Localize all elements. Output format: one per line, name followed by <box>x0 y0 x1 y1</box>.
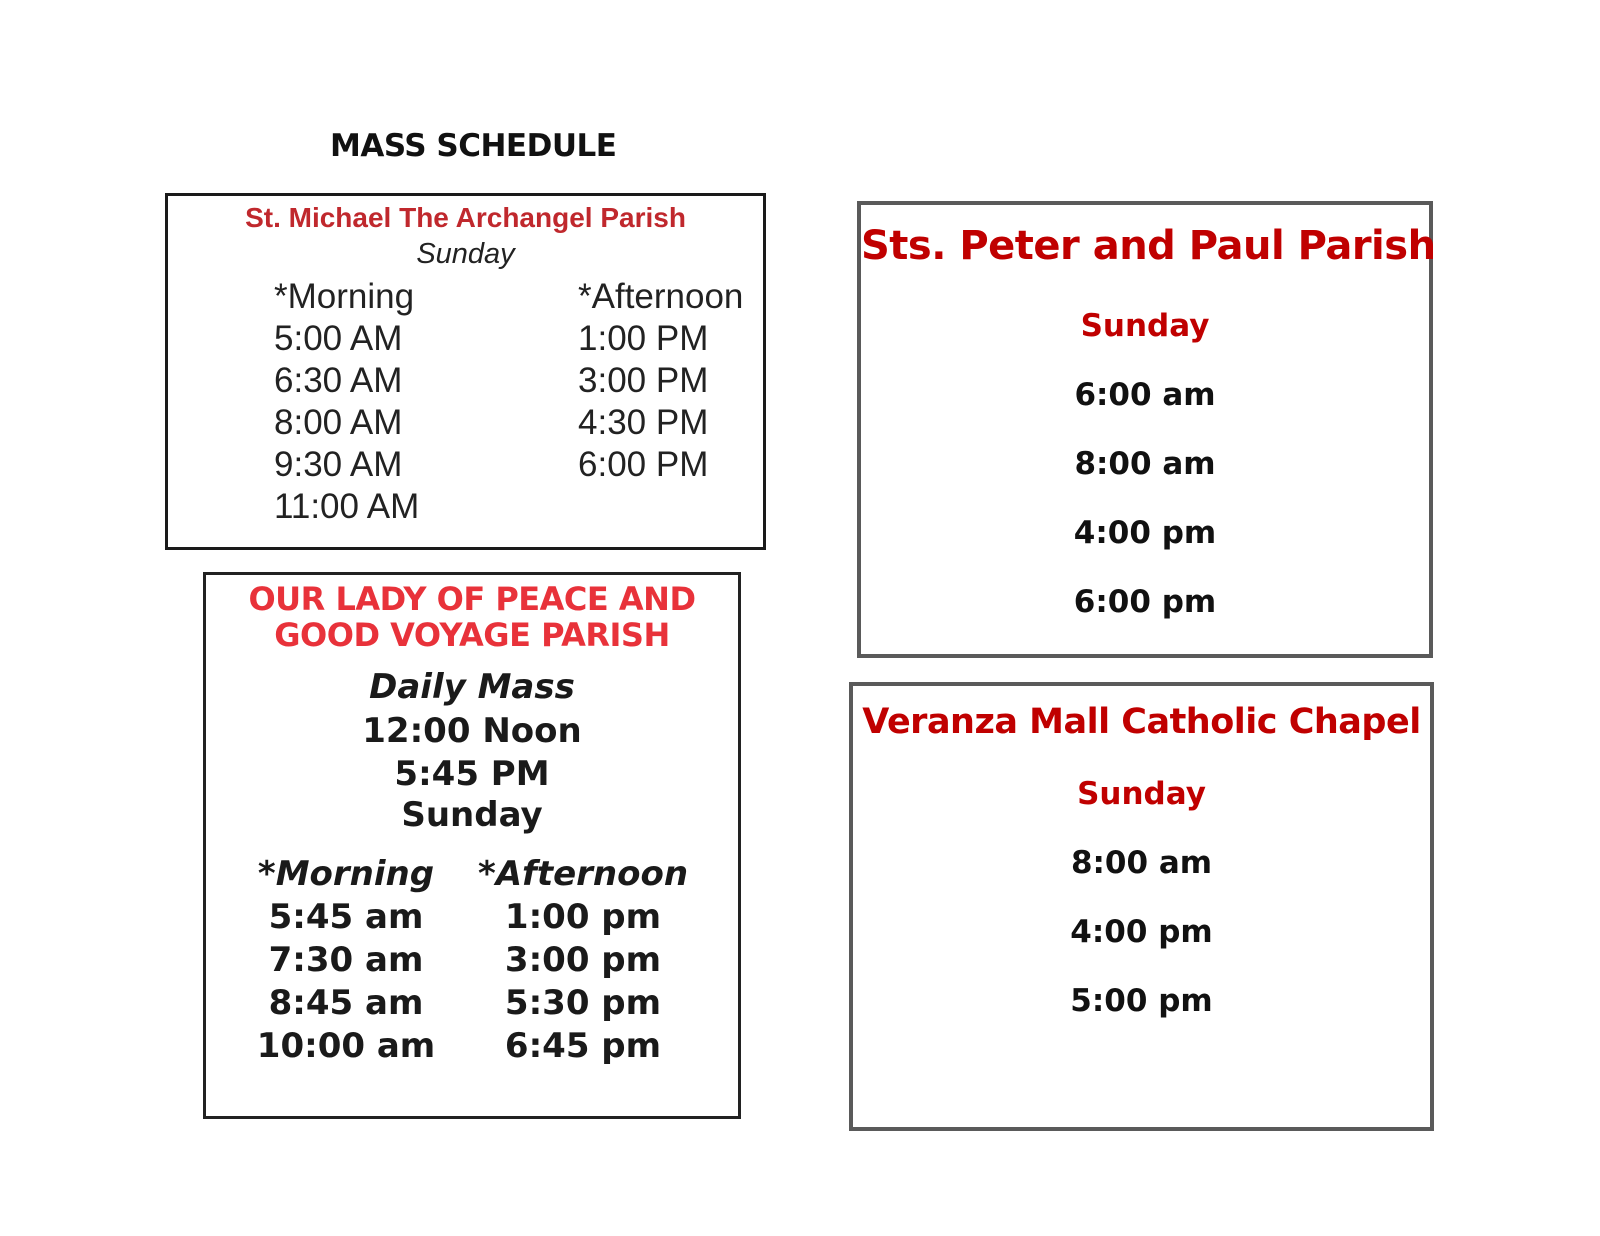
st-michael-morning-column <box>274 276 419 528</box>
veranza-day: Sunday <box>1077 776 1206 812</box>
our-lady-schedule-box <box>203 572 741 1119</box>
mass-time: 6:00 PM <box>578 445 709 484</box>
page-title: MASS SCHEDULE <box>330 128 617 164</box>
afternoon-label: *Afternoon <box>578 277 744 316</box>
st-michael-parish-name: St. Michael The Archangel Parish <box>245 202 686 233</box>
our-lady-afternoon-column <box>468 853 698 1068</box>
our-lady-morning-column <box>236 853 456 1068</box>
daily-mass-times <box>206 710 738 796</box>
mass-time: 1:00 PM <box>578 319 709 358</box>
morning-label: *Morning <box>274 277 415 316</box>
mass-time: 6:00 pm <box>1073 584 1217 620</box>
sts-peter-paul-parish-name: Sts. Peter and Paul Parish <box>861 223 1436 269</box>
st-michael-schedule-box <box>165 193 766 550</box>
mass-time: 6:00 am <box>1074 377 1216 413</box>
morning-label: *Morning <box>257 854 435 894</box>
daily-mass-label: Daily Mass <box>369 667 575 707</box>
st-michael-afternoon-column <box>578 276 743 486</box>
mass-time: 6:45 pm <box>504 1026 662 1066</box>
mass-time: 6:30 AM <box>274 361 403 400</box>
mass-time: 4:00 pm <box>1073 515 1217 551</box>
veranza-times <box>853 829 1430 1036</box>
mass-time: 9:30 AM <box>274 445 403 484</box>
parish-name-line: GOOD VOYAGE PARISH <box>274 616 670 654</box>
sts-peter-paul-times <box>861 361 1429 637</box>
mass-time: 8:45 am <box>268 983 424 1023</box>
our-lady-parish-name <box>206 581 738 653</box>
mass-time: 3:00 PM <box>578 361 709 400</box>
mass-time: 8:00 am <box>1070 845 1213 881</box>
mass-time: 11:00 AM <box>274 487 420 526</box>
mass-time: 7:30 am <box>268 940 424 980</box>
mass-time: 5:30 pm <box>504 983 662 1023</box>
mass-time: 8:00 am <box>1074 446 1216 482</box>
mass-time: 12:00 Noon <box>362 711 582 751</box>
mass-time: 3:00 pm <box>504 940 662 980</box>
mass-time: 8:00 AM <box>274 403 403 442</box>
sts-peter-paul-day: Sunday <box>1080 308 1210 344</box>
mass-time: 1:00 pm <box>504 897 662 937</box>
parish-name-line: OUR LADY OF PEACE AND <box>248 580 696 618</box>
veranza-chapel-schedule-box <box>849 682 1434 1131</box>
veranza-chapel-name: Veranza Mall Catholic Chapel <box>862 702 1421 742</box>
mass-time: 4:00 pm <box>1070 914 1213 950</box>
mass-time: 5:45 am <box>268 897 424 937</box>
our-lady-sunday-label: Sunday <box>401 795 543 835</box>
mass-time: 10:00 am <box>256 1026 436 1066</box>
mass-time: 5:00 AM <box>274 319 403 358</box>
afternoon-label: *Afternoon <box>477 854 689 894</box>
st-michael-day: Sunday <box>416 238 515 270</box>
sts-peter-paul-schedule-box <box>857 201 1436 658</box>
mass-time: 4:30 PM <box>578 403 709 442</box>
mass-time: 5:45 PM <box>394 754 550 794</box>
mass-time: 5:00 pm <box>1070 983 1213 1019</box>
